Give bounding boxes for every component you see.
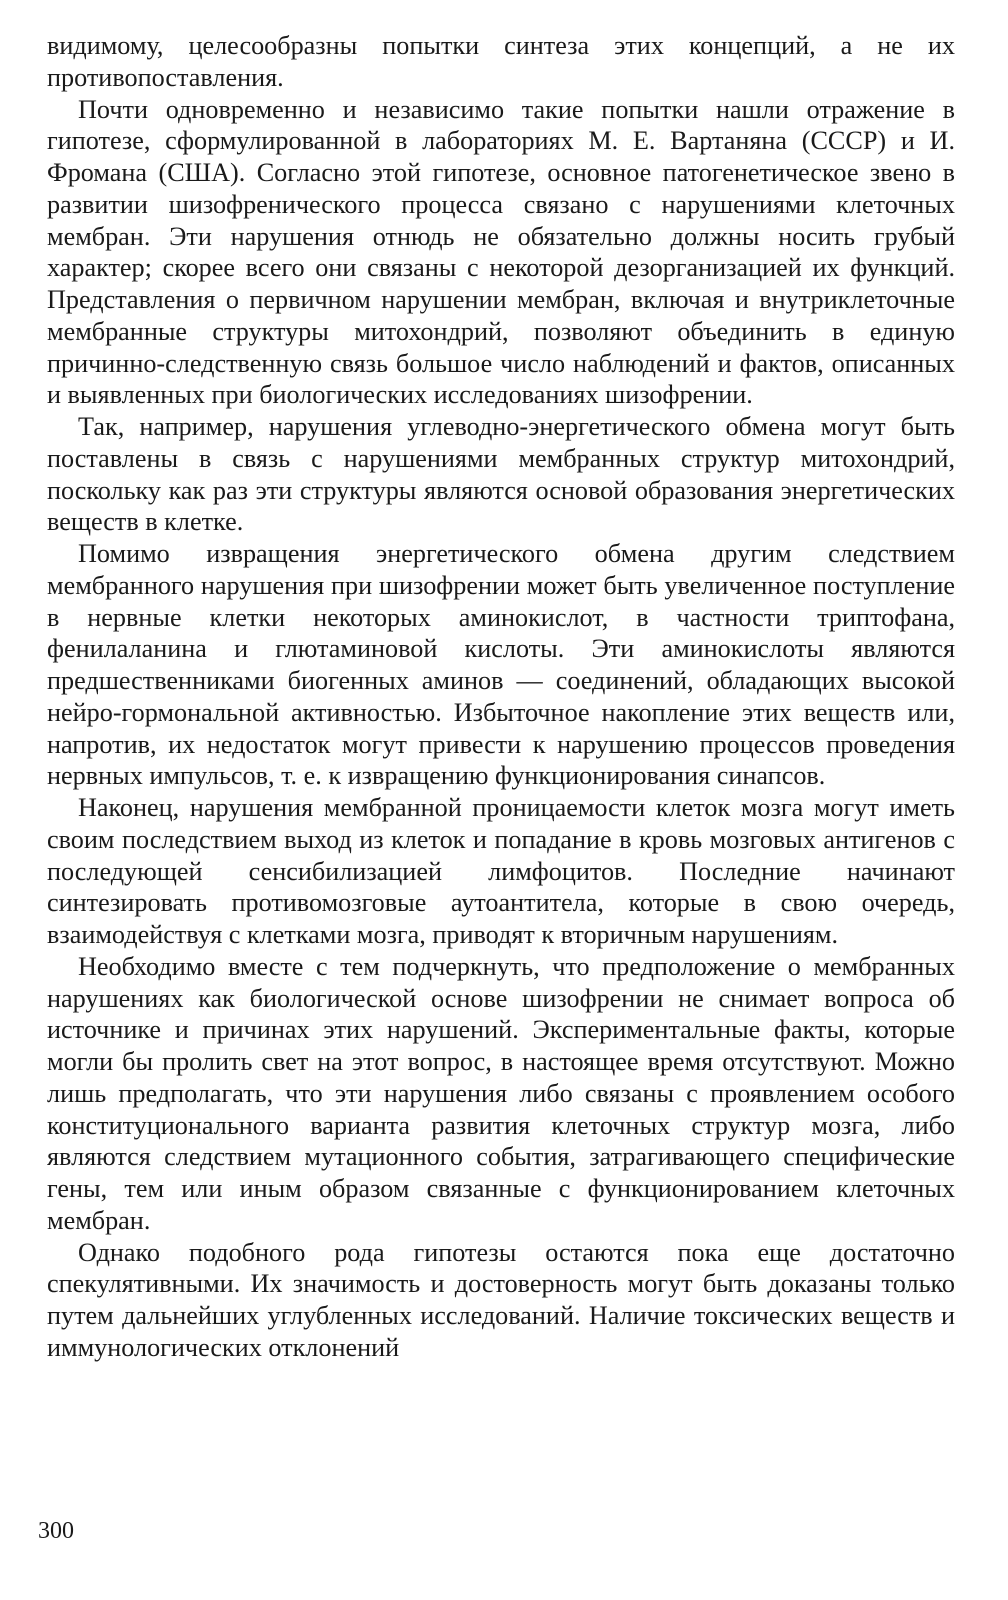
page-number: 300 <box>38 1518 74 1544</box>
paragraph-energy-metabolism: Так, например, нарушения углеводно-энергетического обмена могут быть поставлены в связь с нарушениями мембранных структур митохондрий, поскольку как раз эти структуры являются основой образования энергетических веществ в клетке. <box>47 412 955 537</box>
paragraph-antigens: Наконец, нарушения мембранной проницаемости клеток мозга могут иметь своим последствием выход из клеток и попадание в кровь мозговых антигенов с последующей сенсибилизацией лимфоцитов. Последние начинают синтезировать противомозговые аутоантитела, которые в свою очередь, взаимодействуя с клетками мозга, приводят к вторичным нарушениям. <box>47 793 955 949</box>
paragraph-membrane-origin: Необходимо вместе с тем подчеркнуть, что предположение о мембранных нарушениях как биологической основе шизофрении не снимает вопроса об источнике и причинах этих нарушений. Экспериментальные факты, которые могли бы пролить свет на этот вопрос, в настоящее время отсутствуют. Можно лишь предполагать, что эти нарушения либо связаны с проявлением особого конституционального варианта развития клеточных структур мозга, либо являются следствием мутационного события, затрагивающего специфические гены, тем или иным образом связанные с функционированием клеточных мембран. <box>47 951 955 1235</box>
paragraph-continuation: видимому, целесообразны попытки синтеза этих концепций, а не их противопоставления. <box>47 31 955 92</box>
body-text <box>47 30 955 1364</box>
paragraph-speculative: Однако подобного рода гипотезы остаются пока еще достаточно спекулятивными. Их значимость и достоверность могут быть доказаны только путем дальнейших углубленных исследований. Наличие токсических веществ и иммунологических отклонений <box>47 1237 955 1362</box>
paragraph-hypothesis: Почти одновременно и независимо такие попытки нашли отражение в гипотезе, сформулированной в лабораториях М. Е. Вартаняна (СССР) и И. Фромана (США). Согласно этой гипотезе, основное патогенетическое звено в развитии шизофренического процесса связано с нарушениями клеточных мембран. Эти нарушения отнюдь не обязательно должны носить грубый характер; скорее всего они связаны с некоторой дезорганизацией их функций. Представления о первичном нарушении мембран, включая и внутриклеточные мембранные структуры митохондрий, позволяют объединить в единую причинно-следственную связь большое число наблюдений и фактов, описанных и выявленных при биологических исследованиях шизофрении. <box>47 94 955 410</box>
paragraph-amino-acids: Помимо извращения энергетического обмена другим следствием мембранного нарушения при шизофрении может быть увеличенное поступление в нервные клетки некоторых аминокислот, в частности триптофана, фенилаланина и глютаминовой кислоты. Эти аминокислоты являются предшественниками биогенных аминов — соединений, обладающих высокой нейро-гормональной активностью. Избыточное накопление этих веществ или, напротив, их недостаток могут привести к нарушению процессов проведения нервных импульсов, т. е. к извращению функционирования синапсов. <box>47 539 955 791</box>
